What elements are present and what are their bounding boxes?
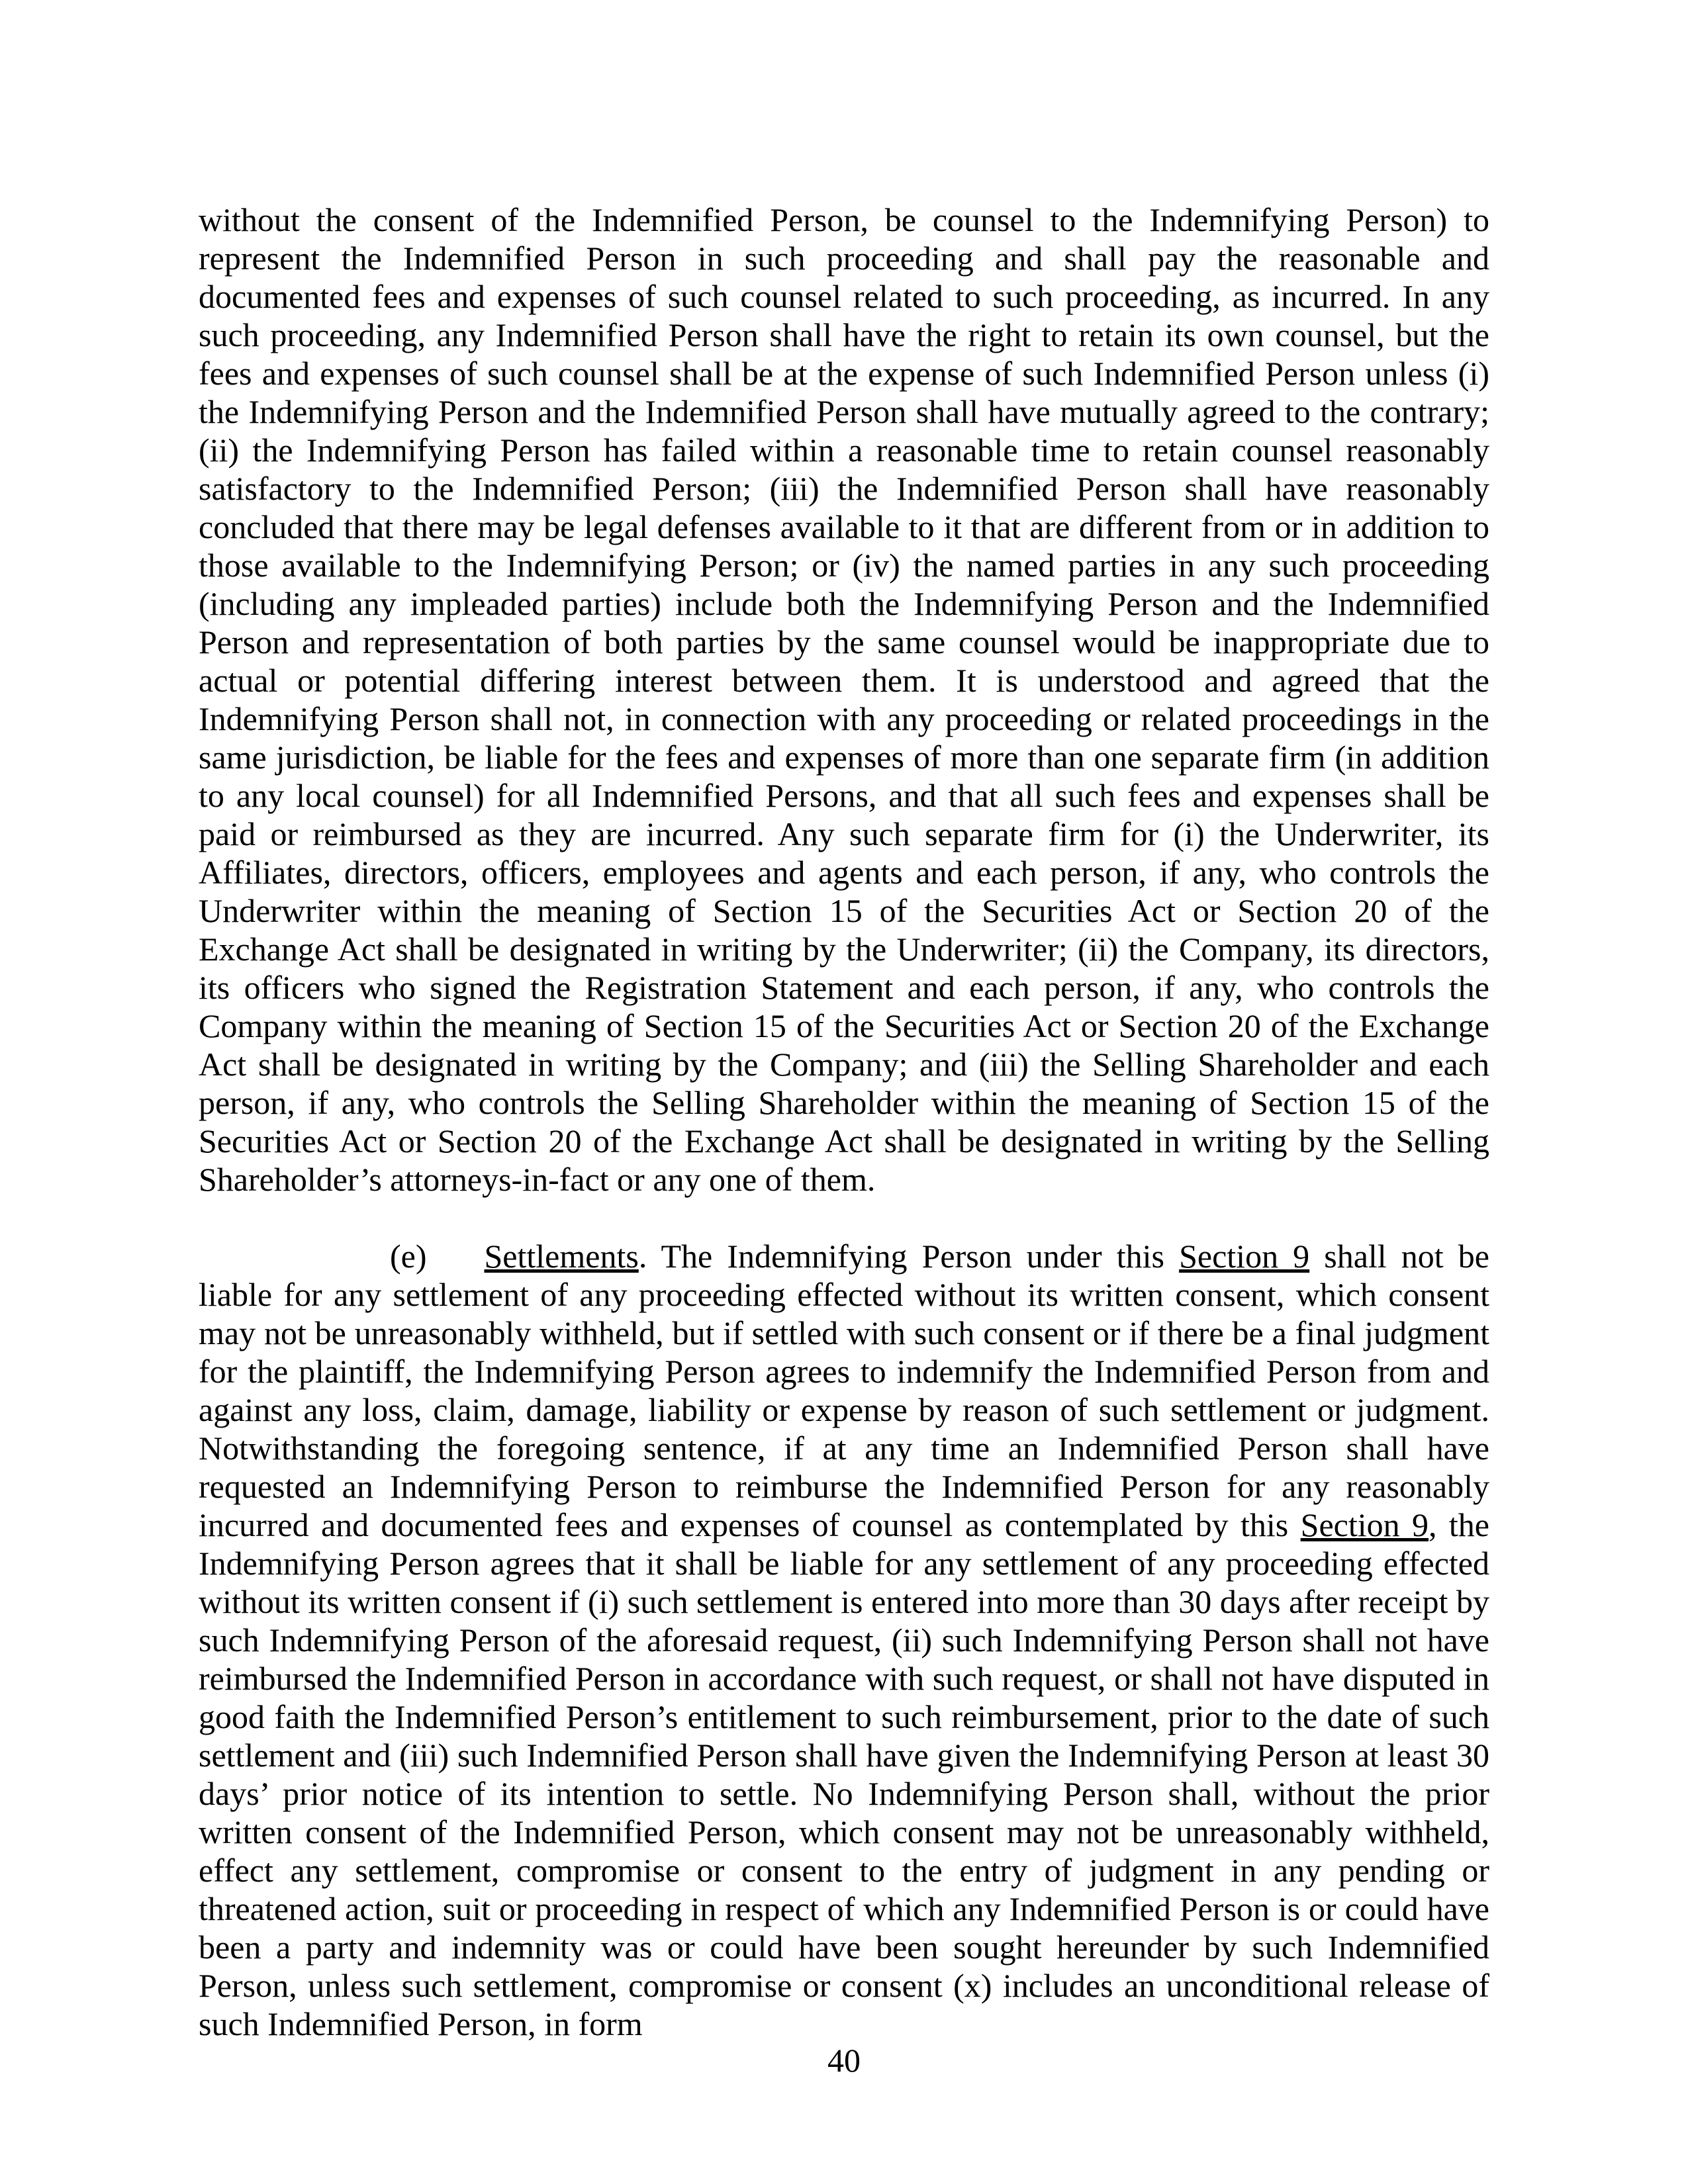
- page-body-text: [199, 201, 1489, 2043]
- page-number: 40: [827, 2042, 861, 2079]
- underlined-text-segment: Settlements: [484, 1238, 639, 1275]
- text-segment: shall not be liable for any settlement of any proceeding effected without its written consent, which consent may not be unreasonably withheld, but if settled with such consent or if there be a final judgment for the plaintiff, the Indemnifying Person agrees to indemnify the Indemnified Person from and against any loss, claim, damage, liability or expense by reason of such settlement or judgment. Notwithstanding the foregoing sentence, if at any time an Indemnified Person shall have requested an Indemnifying Person to reimburse the Indemnified Person for any reasonably incurred and documented fees and expenses of counsel as contemplated by this: [199, 1238, 1489, 1543]
- underlined-text-segment: Section 9: [1179, 1238, 1310, 1275]
- text-segment: , the Indemnifying Person agrees that it shall be liable for any settlement of any proceeding effected without its written consent if (i) such settlement is entered into more than 30 days after receipt by such Indemnifying Person of the aforesaid request, (ii) such Indemnifying Person shall not have reimbursed the Indemnified Person in accordance with such request, or shall not have disputed in good faith the Indemnified Person’s entitlement to such reimbursement, prior to the date of such settlement and (iii) such Indemnified Person shall have given the Indemnifying Person at least 30 days’ prior notice of its intention to settle. No Indemnifying Person shall, without the prior written consent of the Indemnified Person, which consent may not be unreasonably withheld, effect any settlement, compromise or consent to the entry of judgment in any pending or threatened action, suit or proceeding in respect of which any Indemnified Person is or could have been a party and indemnity was or could have been sought hereunder by such Indemnified Person, unless such settlement, compromise or consent (x) includes an unconditional release of such Indemnified Person, in form: [199, 1506, 1489, 2042]
- paragraph-counsel-continuation: [199, 201, 1489, 1199]
- text-segment: . The Indemnifying Person under this: [638, 1238, 1180, 1275]
- underlined-text-segment: Section 9: [1300, 1506, 1429, 1543]
- text-segment: without the consent of the Indemnified Person, be counsel to the Indemnifying Person) to represent the Indemnified Person in such proceeding and shall pay the reasonable and documented fees and expenses of such counsel related to such proceeding, as incurred. In any such proceeding, any Indemnified Person shall have the right to retain its own counsel, but the fees and expenses of such counsel shall be at the expense of such Indemnified Person unless (i) the Indemnifying Person and the Indemnified Person shall have mutually agreed to the contrary; (ii) the Indemnifying Person has failed within a reasonable time to retain counsel reasonably satisfactory to the Indemnified Person; (iii) the Indemnified Person shall have reasonably concluded that there may be legal defenses available to it that are different from or in addition to those available to the Indemnifying Person; or (iv) the named parties in any such proceeding (including any impleaded parties) include both the Indemnifying Person and the Indemnified Person and representation of both parties by the same counsel would be inappropriate due to actual or potential differing interest between them. It is understood and agreed that the Indemnifying Person shall not, in connection with any proceeding or related proceedings in the same jurisdiction, be liable for the fees and expenses of more than one separate firm (in addition to any local counsel) for all Indemnified Persons, and that all such fees and expenses shall be paid or reimbursed as they are incurred. Any such separate firm for (i) the Underwriter, its Affiliates, directors, officers, employees and agents and each person, if any, who controls the Underwriter within the meaning of Section 15 of the Securities Act or Section 20 of the Exchange Act shall be designated in writing by the Underwriter; (ii) the Company, its directors, its officers who signed the Registration Statement and each person, if any, who controls the Company within the meaning of Section 15 of the Securities Act or Section 20 of the Exchange Act shall be designated in writing by the Company; and (iii) the Selling Shareholder and each person, if any, who controls the Selling Shareholder within the meaning of Section 15 of the Securities Act or Section 20 of the Exchange Act shall be designated in writing by the Selling Shareholder’s attorneys-in-fact or any one of them.: [199, 201, 1489, 1198]
- text-segment: (e): [390, 1238, 427, 1275]
- paragraph-settlements: [199, 1237, 1489, 2043]
